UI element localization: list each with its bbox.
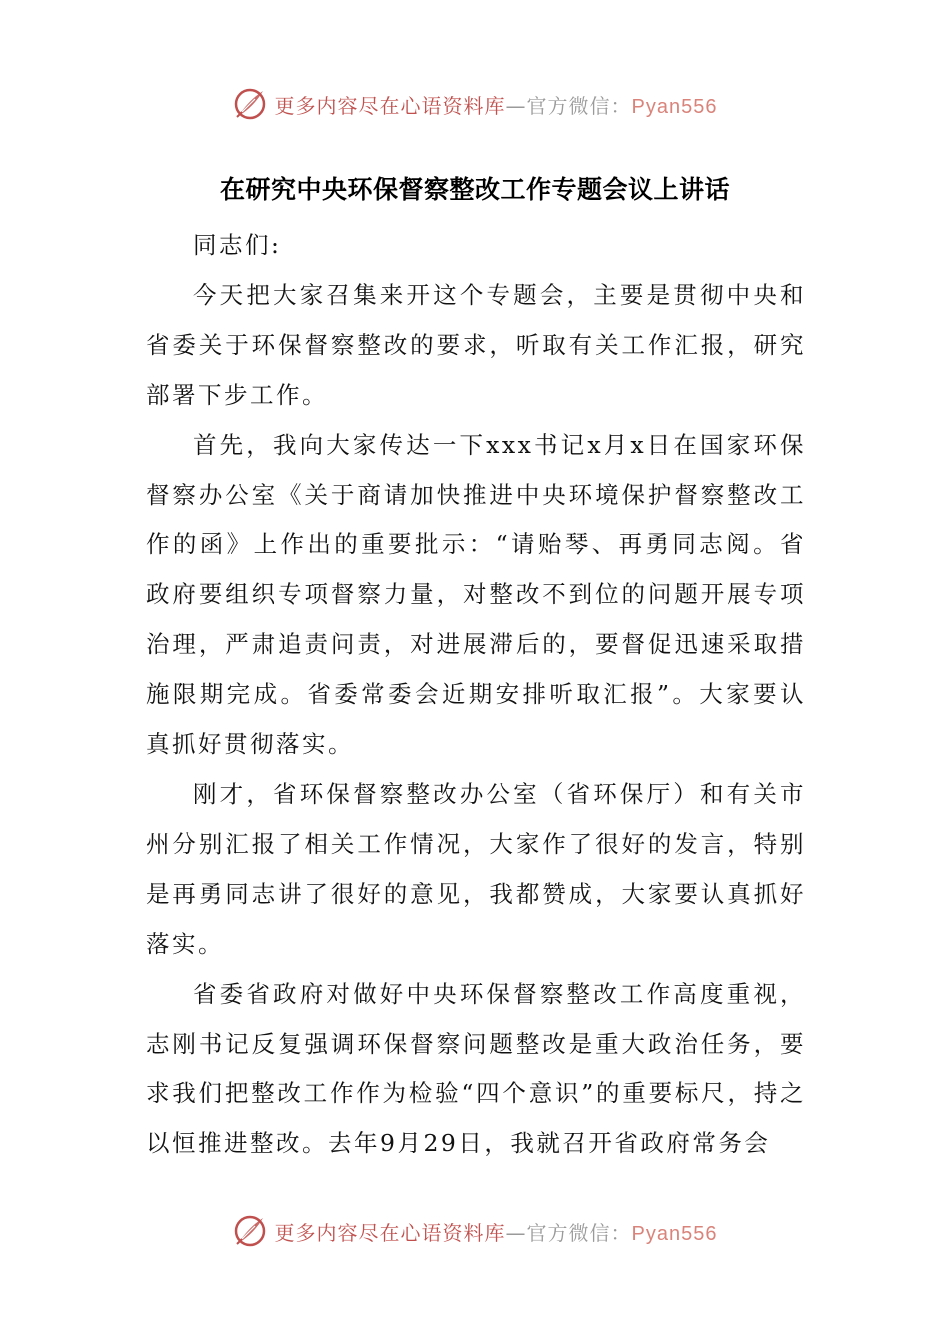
watermark-main: 更多内容尽在心语资料库 <box>274 1220 506 1245</box>
watermark-separator: — <box>505 93 527 118</box>
quill-feather-icon <box>233 87 267 121</box>
quill-feather-icon <box>233 1214 267 1248</box>
watermark-separator: — <box>505 1220 527 1245</box>
watermark-text <box>275 1217 718 1246</box>
watermark-wechat-id: Pyan556 <box>631 95 718 118</box>
document-title: 在研究中央环保督察整改工作专题会议上讲话 <box>219 175 730 204</box>
watermark-label: 官方微信： <box>526 93 632 118</box>
paragraph: 省委省政府对做好中央环保督察整改工作高度重视，志刚书记反复强调环保督察问题整改是重大政治任务，要求我们把整改工作作为检验“四个意识”的重要标尺，持之以恒推进整改。去年9月29日，我就召开省政府常务会 <box>146 979 806 1158</box>
watermark-main: 更多内容尽在心语资料库 <box>274 93 506 118</box>
watermark-label: 官方微信： <box>526 1220 632 1245</box>
footer-watermark-banner <box>0 1209 950 1253</box>
document-body <box>146 221 806 1169</box>
watermark-text <box>275 90 718 119</box>
header-watermark-banner <box>0 82 950 126</box>
watermark-wechat-id: Pyan556 <box>631 1222 718 1245</box>
paragraph: 首先，我向大家传达一下xxx书记x月x日在国家环保督察办公室《关于商请加快推进中央环境保护督察整改工作的函》上作出的重要批示：“请贻琴、再勇同志阅。省政府要组织专项督察力量，对整改不到位的问题开展专项治理，严肃追责问责，对进展滞后的，要督促迅速采取措施限期完成。省委常委会近期安排听取汇报”。大家要认真抓好贯彻落实。 <box>146 430 806 759</box>
paragraph: 今天把大家召集来开这个专题会，主要是贯彻中央和省委关于环保督察整改的要求，听取有关工作汇报，研究部署下步工作。 <box>146 280 806 409</box>
paragraph: 刚才，省环保督察整改办公室（省环保厅）和有关市州分别汇报了相关工作情况，大家作了很好的发言，特别是再勇同志讲了很好的意见，我都赞成，大家要认真抓好落实。 <box>146 779 806 958</box>
salutation: 同志们: <box>193 231 282 259</box>
